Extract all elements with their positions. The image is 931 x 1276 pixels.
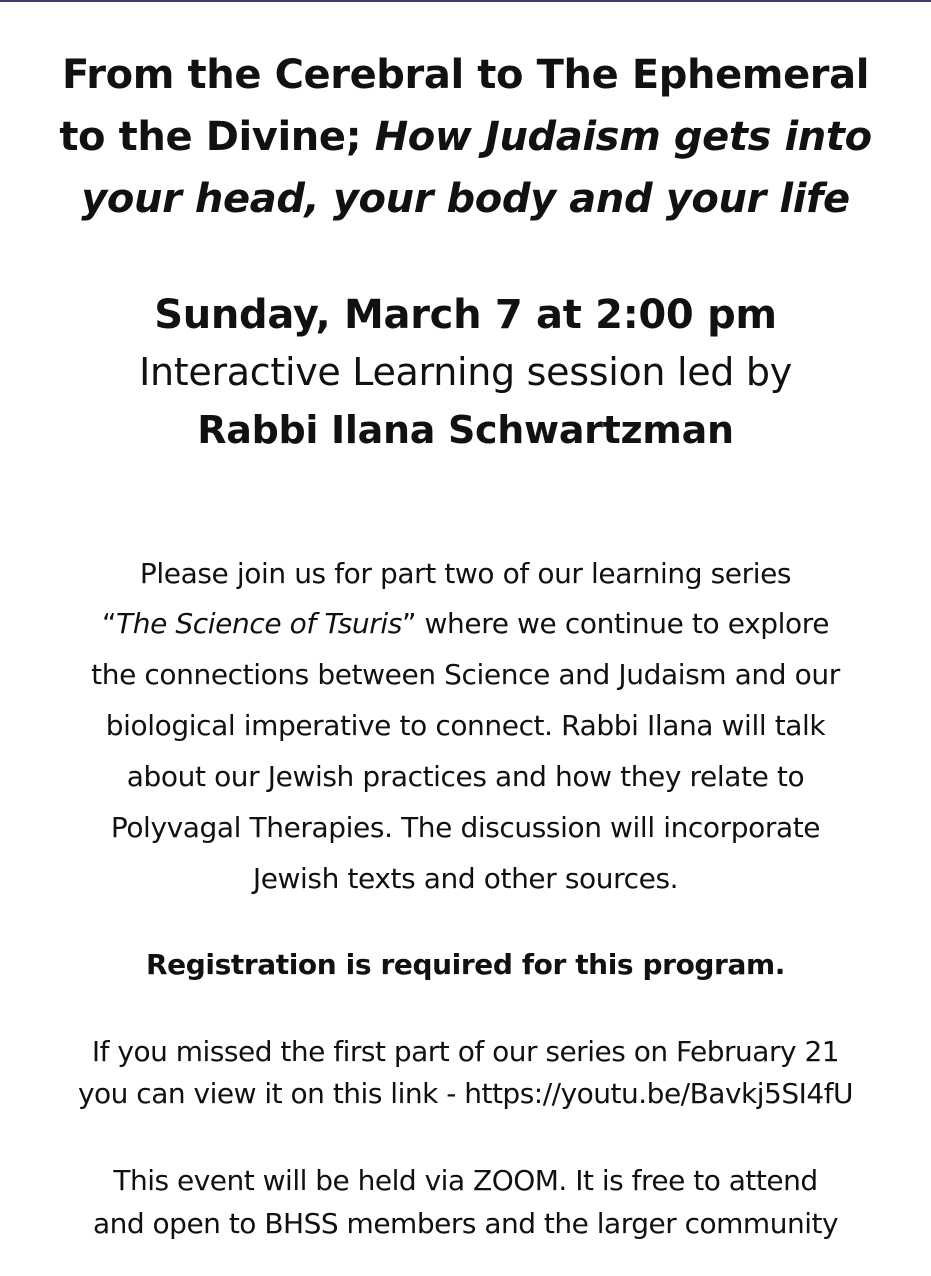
zoom-line-2: and open to BHSS members and the larger community <box>92 1207 839 1240</box>
event-date-time: Sunday, March 7 at 2:00 pm <box>154 292 777 338</box>
description-line-3: the connections between Science and Judaism and our <box>91 658 840 691</box>
description-open-quote: “ <box>101 607 117 640</box>
description-line-5: about our Jewish practices and how they relate to <box>126 760 805 793</box>
event-session-line: Interactive Learning session led by <box>139 350 792 394</box>
series-name: The Science of Tsuris <box>116 607 402 640</box>
title-line-1: From the Cerebral to The Ephemeral <box>61 52 870 98</box>
missed-line-1: If you missed the first part of our series on February 21 <box>91 1035 840 1068</box>
description-line-2-rest: ” where we continue to explore <box>401 607 830 640</box>
description-line-1: Please join us for part two of our learning series <box>139 557 792 590</box>
title-line-3: your head, your body and your life <box>81 176 850 222</box>
title-line-2-italic: How Judaism gets into <box>374 114 872 160</box>
registration-notice: Registration is required for this program. <box>146 948 785 981</box>
description-line-6: Polyvagal Therapies. The discussion will incorporate <box>110 811 821 844</box>
description-line-2 <box>0 607 931 640</box>
description-line-7: Jewish texts and other sources. <box>252 862 679 895</box>
title-line-2 <box>0 114 931 160</box>
event-leader: Rabbi Ilana Schwartzman <box>197 408 734 452</box>
missed-line-2: you can view it on this link - https://youtu.be/Bavkj5SI4fU <box>77 1077 854 1110</box>
zoom-line-1: This event will be held via ZOOM. It is free to attend <box>113 1164 818 1197</box>
title-line-2-plain: to the Divine; <box>59 114 375 160</box>
description-line-4: biological imperative to connect. Rabbi Ilana will talk <box>105 709 826 742</box>
